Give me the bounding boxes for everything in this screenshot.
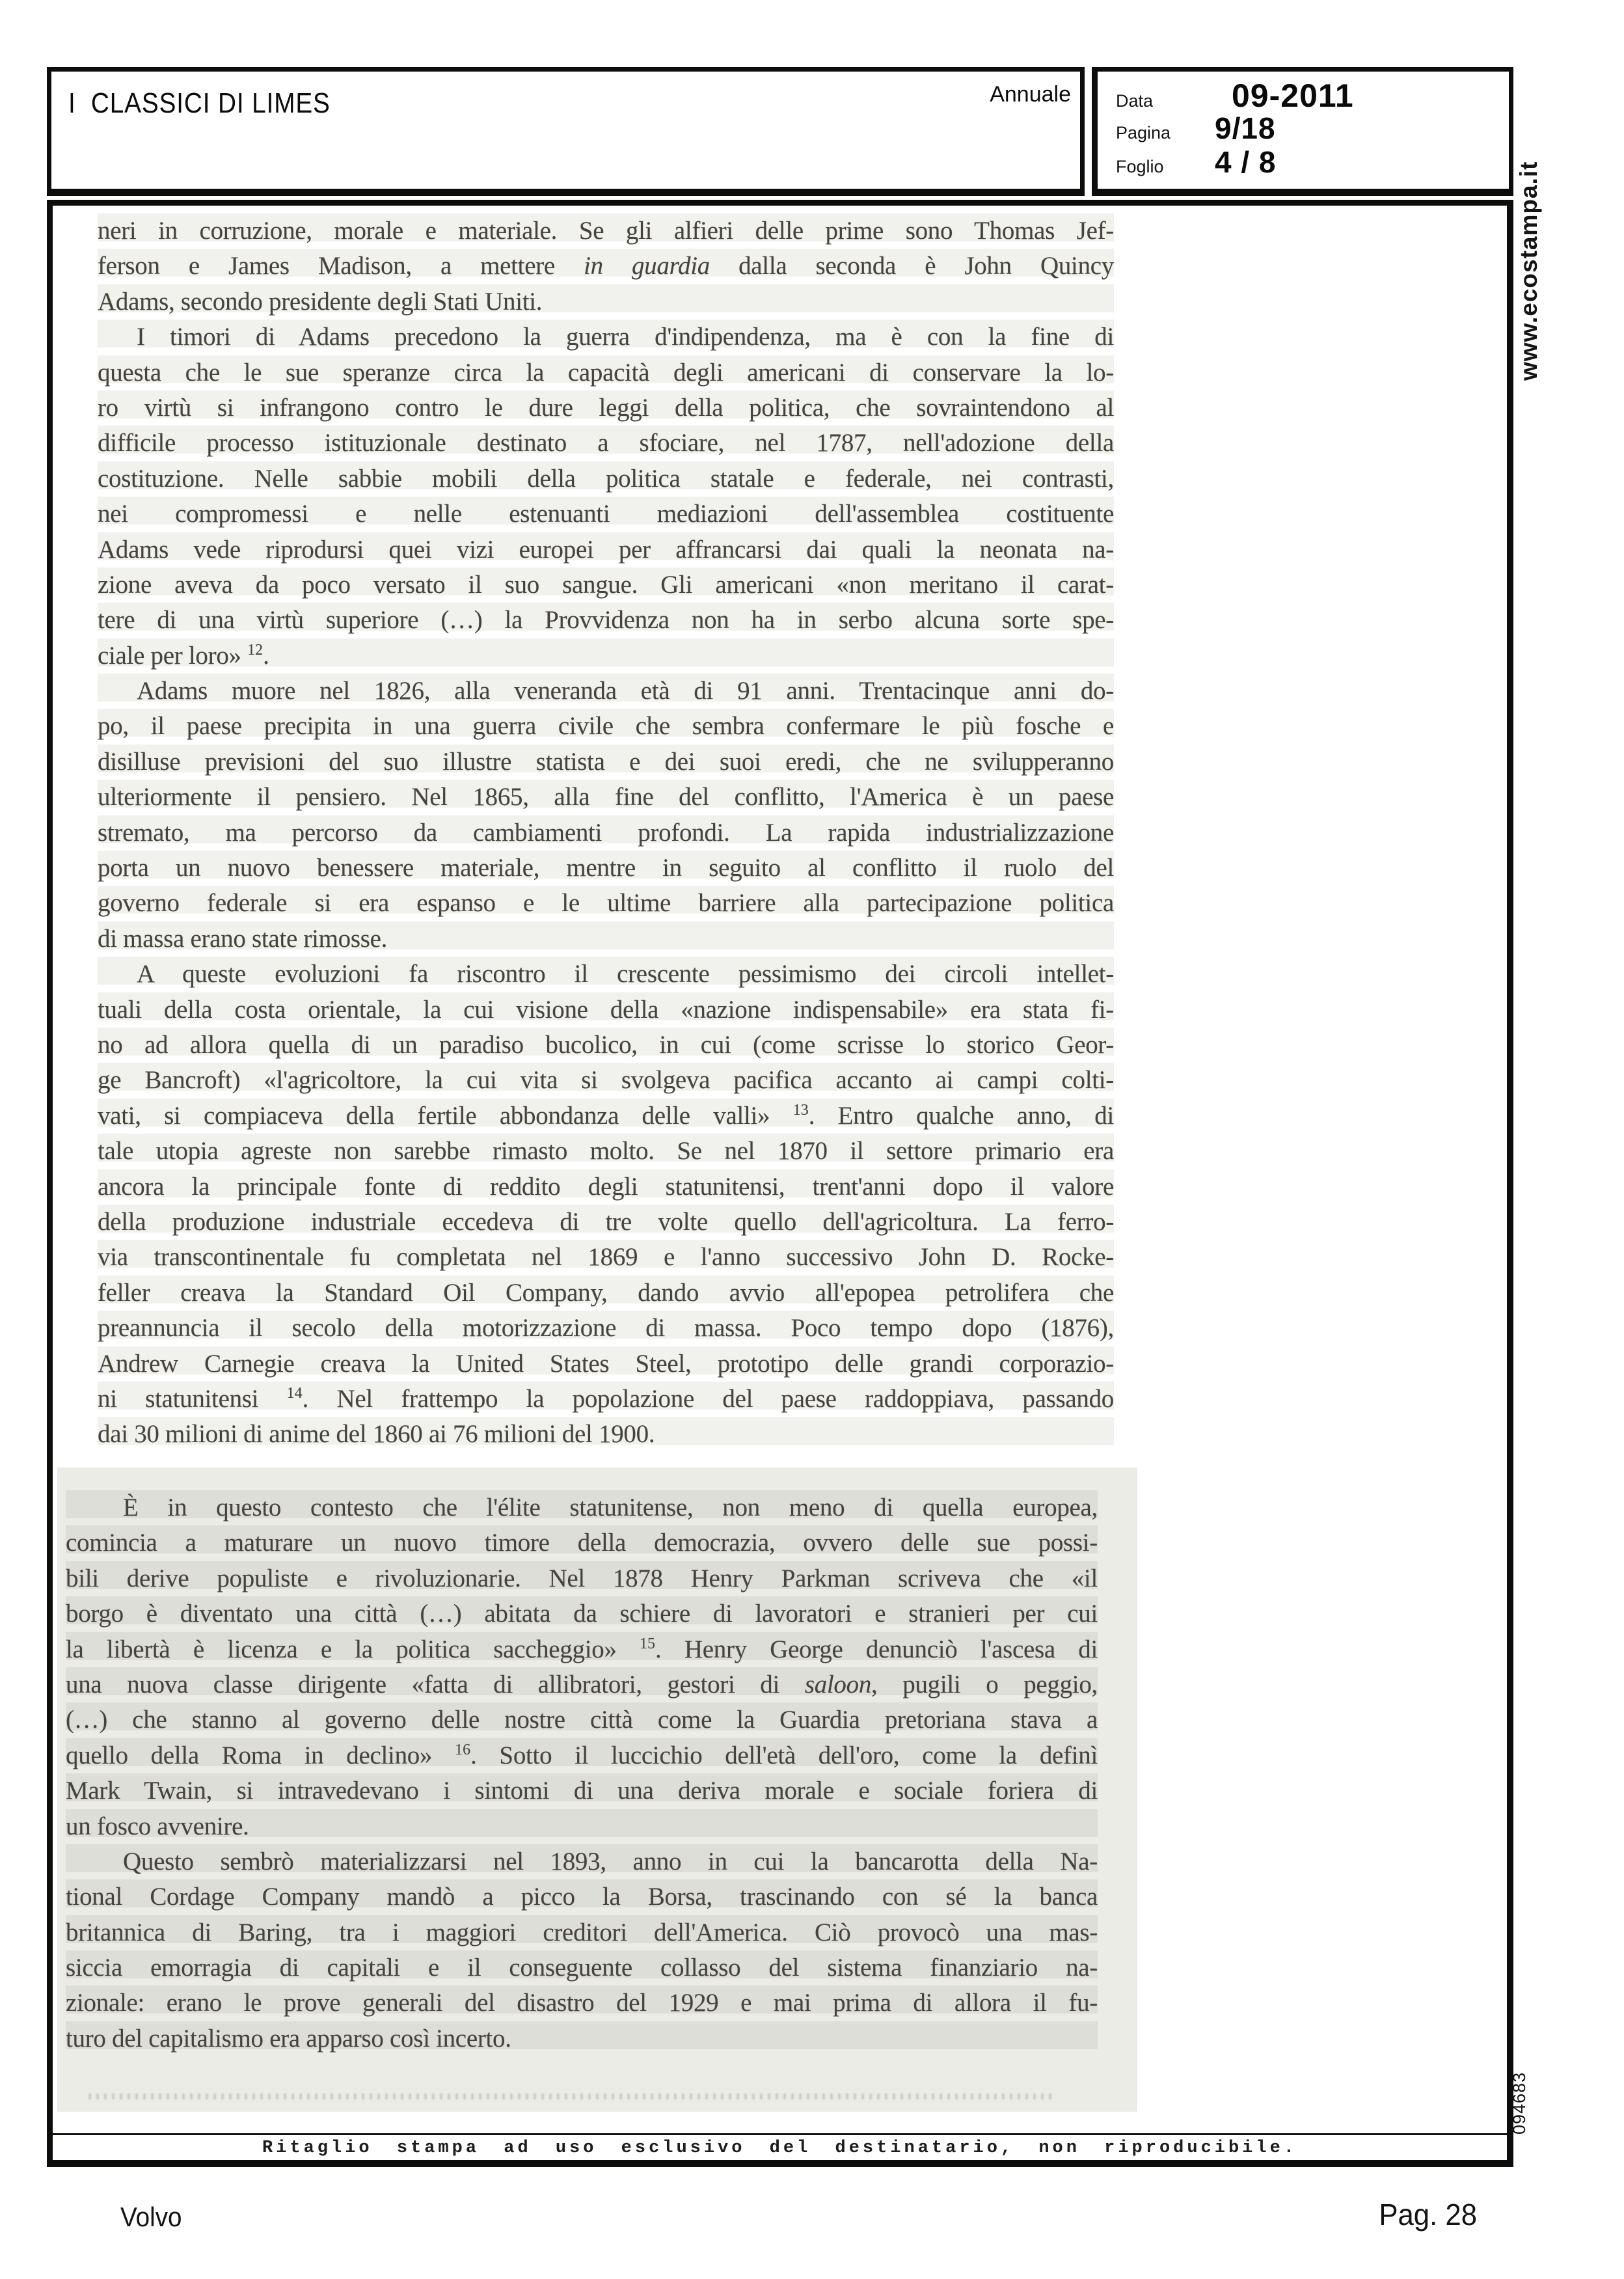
text-block-1 bbox=[98, 213, 1114, 1453]
pagina-label: Pagina bbox=[1116, 123, 1171, 143]
body-line: ferson e James Madison, a mettere in guardia dalla seconda è John Quincy bbox=[98, 249, 1114, 284]
body-line: zione aveva da poco versato il suo sangue. Gli americani «non meritano il carat- bbox=[98, 567, 1114, 603]
body-line: quello della Roma in declino» $^{16}$. Sotto il luccichio dell'età dell'oro, come la definì bbox=[66, 1738, 1098, 1773]
page-number: Pag. 28 bbox=[1379, 2198, 1477, 2231]
body-line: no ad allora quella di un paradiso bucolico, in cui (come scrisse lo storico Geor- bbox=[98, 1028, 1114, 1063]
date-value: 09-2011 bbox=[1232, 77, 1354, 114]
body-line: stremato, ma percorso da cambiamenti profondi. La rapida industrializzazione bbox=[98, 815, 1114, 851]
info-row-pagina bbox=[1116, 111, 1276, 146]
body-line: ancora la principale fonte di reddito degli statunitensi, trent'anni dopo il valore bbox=[98, 1169, 1114, 1205]
text-block-2 bbox=[66, 1490, 1098, 2056]
body-line: Adams, secondo presidente degli Stati Uniti. bbox=[98, 284, 1114, 320]
body-line: tional Cordage Company mandò a picco la Borsa, trascinando con sé la banca bbox=[66, 1879, 1098, 1915]
body-line: Questo sembrò materializzarsi nel 1893, anno in cui la bancarotta della Na- bbox=[66, 1844, 1098, 1879]
data-label: Data bbox=[1116, 91, 1154, 111]
info-row-foglio bbox=[1116, 144, 1277, 180]
footer-notice-text: Ritaglio stampa ad uso esclusivo del destinatario, non riproducibile. bbox=[262, 2138, 1297, 2158]
clipping-header-box bbox=[47, 67, 1085, 196]
body-line: po, il paese precipita in una guerra civile che sembra confermare le più fosche e bbox=[98, 709, 1114, 744]
body-line: preannuncia il secolo della motorizzazione di massa. Poco tempo dopo (1876), bbox=[98, 1311, 1114, 1346]
body-line: via transcontinentale fu completata nel 1869 e l'anno successivo John D. Rocke- bbox=[98, 1240, 1114, 1275]
edition-label: Annuale bbox=[990, 82, 1071, 107]
cutoff-line-artifact bbox=[88, 2094, 1051, 2099]
body-line: di massa erano state rimosse. bbox=[98, 921, 1114, 957]
body-line: turo del capitalismo era apparso così incerto. bbox=[66, 2021, 1098, 2056]
body-line: questa che le sue speranze circa la capacità degli americani di conservare la lo- bbox=[98, 355, 1114, 390]
body-line: della produzione industriale eccedeva di tre volte quello dell'agricoltura. La ferro- bbox=[98, 1205, 1114, 1240]
body-line: vati, si compiaceva della fertile abbondanza delle valli» $^{13}$. Entro qualche anno, di bbox=[98, 1099, 1114, 1134]
body-line: tuali della costa orientale, la cui visione della «nazione indispensabile» era stata fi- bbox=[98, 992, 1114, 1028]
body-line: un fosco avvenire. bbox=[66, 1809, 1098, 1844]
body-line: Adams vede riprodursi quei vizi europei per affrancarsi dai quali la neonata na- bbox=[98, 532, 1114, 567]
body-line: disilluse previsioni del suo illustre statista e dei suoi eredi, che ne svilupperanno bbox=[98, 744, 1114, 780]
body-line: governo federale si era espanso e le ultime barriere alla partecipazione politica bbox=[98, 886, 1114, 921]
source-label: Volvo bbox=[120, 2202, 182, 2232]
body-line: Adams muore nel 1826, alla veneranda età di 91 anni. Trentacinque anni do- bbox=[98, 674, 1114, 709]
body-line: (…) che stanno al governo delle nostre città come la Guardia pretoriana stava a bbox=[66, 1702, 1098, 1738]
footer-notice-bar bbox=[47, 2135, 1513, 2167]
body-line: ro virtù si infrangono contro le dure leggi della politica, che sovraintendono al bbox=[98, 390, 1114, 426]
body-line: la libertà è licenza e la politica saccheggio» $^{15}$. Henry George denunciò l'ascesa di bbox=[66, 1632, 1098, 1667]
shaded-scan-block bbox=[57, 1467, 1137, 2112]
body-line: neri in corruzione, morale e materiale. Se gli alfieri delle prime sono Thomas Jef- bbox=[98, 213, 1114, 249]
body-line: feller creava la Standard Oil Company, dando avvio all'epopea petrolifera che bbox=[98, 1276, 1114, 1311]
body-line: difficile processo istituzionale destinato a sfociare, nel 1787, nell'adozione della bbox=[98, 426, 1114, 461]
body-line: A queste evoluzioni fa riscontro il crescente pessimismo dei circoli intellet- bbox=[98, 957, 1114, 992]
body-line: tale utopia agreste non sarebbe rimasto molto. Se nel 1870 il settore primario era bbox=[98, 1134, 1114, 1169]
body-line: Mark Twain, si intravedevano i sintomi di una deriva morale e sociale foriera di bbox=[66, 1773, 1098, 1808]
body-line: porta un nuovo benessere materiale, mentre in seguito al conflitto il ruolo del bbox=[98, 851, 1114, 886]
info-row-data bbox=[1116, 77, 1354, 115]
body-line: costituzione. Nelle sabbie mobili della politica statale e federale, nei contrasti, bbox=[98, 461, 1114, 497]
body-line: ni statunitensi $^{14}$. Nel frattempo la popolazione del paese raddoppiava, passando bbox=[98, 1382, 1114, 1417]
foglio-value: 4 / 8 bbox=[1215, 145, 1277, 179]
body-line: ulteriormente il pensiero. Nel 1865, alla fine del conflitto, l'America è un paese bbox=[98, 780, 1114, 815]
body-line: borgo è diventato una città (…) abitata da schiere di lavoratori e stranieri per cui bbox=[66, 1596, 1098, 1631]
clipping-code: 094683 bbox=[1509, 2071, 1529, 2135]
body-line: ge Bancroft) «l'agricoltore, la cui vita si svolgeva pacifica accanto ai campi colti- bbox=[98, 1063, 1114, 1098]
publication-title: I CLASSICI DI LIMES bbox=[68, 87, 331, 119]
body-line: È in questo contesto che l'élite statunitense, non meno di quella europea, bbox=[66, 1490, 1098, 1525]
clipping-info-box bbox=[1092, 67, 1513, 196]
body-line: tere di una virtù superiore (…) la Provvidenza non ha in serbo alcuna sorte spe- bbox=[98, 603, 1114, 638]
body-line: Andrew Carnegie creava la United States Steel, prototipo delle grandi corporazio- bbox=[98, 1346, 1114, 1382]
pagina-value: 9/18 bbox=[1215, 111, 1276, 145]
body-line: I timori di Adams precedono la guerra d'indipendenza, ma è con la fine di bbox=[98, 320, 1114, 355]
body-line: ciale per loro» $^{12}$. bbox=[98, 638, 1114, 674]
body-line: comincia a maturare un nuovo timore della democrazia, ovvero delle sue possi- bbox=[66, 1525, 1098, 1561]
body-line: siccia emorragia di capitali e il conseguente collasso del sistema finanziario na- bbox=[66, 1950, 1098, 1986]
body-line: zionale: erano le prove generali del disastro del 1929 e mai prima di allora il fu- bbox=[66, 1986, 1098, 2021]
foglio-label: Foglio bbox=[1116, 157, 1164, 176]
body-line: una nuova classe dirigente «fatta di allibratori, gestori di saloon, pugili o peggio, bbox=[66, 1667, 1098, 1702]
body-line: bili derive populiste e rivoluzionarie. Nel 1878 Henry Parkman scriveva che «il bbox=[66, 1561, 1098, 1596]
body-line: nei compromessi e nelle estenuanti mediazioni dell'assemblea costituente bbox=[98, 497, 1114, 532]
body-line: britannica di Baring, tra i maggiori creditori dell'America. Ciò provocò una mas- bbox=[66, 1915, 1098, 1950]
body-line: dai 30 milioni di anime del 1860 ai 76 milioni del 1900. bbox=[98, 1417, 1114, 1452]
ecostampa-watermark: www.ecostampa.it bbox=[1515, 161, 1542, 381]
